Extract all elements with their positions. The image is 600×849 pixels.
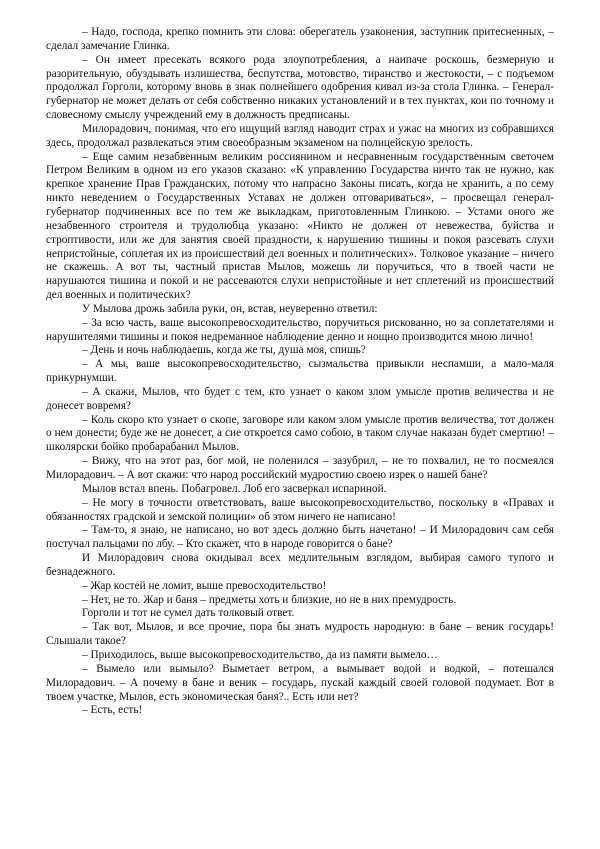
paragraph: – Вижу, что на этот раз, бог мой, не поленился – зазубрил, – не то похвалил, не то посмеялся Милорадович. – А вот скажи: что народ российский мудростию своею изрек о нашей бане? <box>46 455 554 481</box>
paragraph: – А скажи, Мылов, что будет с тем, кто узнает о каком злом умысле против величества и не донесет вовремя? <box>46 385 554 412</box>
paragraph: – За всю часть, ваше высокопревосходительство, поручиться рискованно, но за соплетателями и нарушителями тишины и покоя недреманное наблюдение денно и нощно производится мною лично! <box>46 316 554 343</box>
paragraph: – День и ночь наблюдаешь, когда же ты, душа моя, спишь? <box>82 344 366 357</box>
paragraph: – Есть, есть! <box>82 704 143 717</box>
paragraph: – Приходилось, выше высокопревосходительство, да из памяти вымело… <box>82 648 438 661</box>
paragraph: – Коль скоро кто узнает о скопе, заговоре или каком злом умысле против величества, тот должен о нем донести; буде же не донесет, а сие откроется само собою, в таком случае наказан будет смертию! – школярски бойко пробарабанил Мылов. <box>46 413 554 454</box>
paragraph: – Он имеет пресекать всякого рода злоупотребления, а наипаче роскошь, безмерную и разорительную, обуздывать излишества, беспутства, мотовство, тиранство и жестокости, – с подъемом продолжал Горголи, которому вновь в знак полнейшего одобрения кивал из-за стола Глинка. – Генерал-губернатор не может делать от себя собственно никаких установлений и в тех пунктах, кои по точному и словесному смыслу учреждений ему в должность предписаны. <box>46 53 554 122</box>
paragraph: – Так вот, Мылов, и все прочие, пора бы знать мудрость народную: в бане – веник государь! Слышали такое? <box>46 621 554 648</box>
paragraph: – Надо, господа, крепко помнить эти слова: оберегатель узаконения, заступник притесненных, – сделал замечание Глинка. <box>46 26 554 52</box>
paragraph: И Милорадович снова окидывал всех медлительным взглядом, выбирая самого тупого и безнадежного. <box>46 552 554 578</box>
paragraph: Мылов встал впень. Побагровел. Лоб его засверкал испариной. <box>82 482 387 495</box>
paragraph: – Жар костей не ломит, выше превосходительство! <box>82 579 327 592</box>
paragraph: – А мы, ваше высокопревосходительство, сызмальства привыкли неспамши, а мало-маля прикурнумши. <box>46 358 554 385</box>
paragraph: Милорадович, понимая, что его ищущий взгляд наводит страх и ужас на многих из собравшихся здесь, продолжал развлекаться этим своеобразным экзаменом на полицейскую зрелость. <box>46 122 554 149</box>
paragraph: – Вымело или вымыло? Выметает ветром, а вымывает водой и водкой, – потешался Милорадович. – А почему в бане и веник – государь, пускай каждый своей головой подумает. Вот в твоем участке, Мылов, есть экономическая баня?.. Есть или нет? <box>46 662 554 703</box>
paragraph: – Еще самим незабвенным великим россиянином и несравненным государственным светочем Петром Великим в одном из его указов сказано: «К управлению Государства ничто так не нужно, как крепкое хранение Прав Гражданских, потому что напрасно Законы писать, когда не хранить, а по сему никто неведением о Государственных Уставах не должен отговариваться», – просвещал генерал-губернатор подчиненных все по тем же выкладкам, приготовленным Глинкою. – Устами оного же незабвенного строителя и трудолюбца указано: «Никто не должен от невежества, буйства и строптивости, или же для занятия своей праздности, к нарушению тишины и покоя разсевать слухи непристойные, соплетая их из происшествий дел военных и политических». Толковое указание – ничего не скажешь. А вот ты, частный пристав Мылов, можешь ли поручиться, что в твоей части не нарушаются тишина и покой и не рассеваются слухи непристойные и нет сплетений из происшествий дел военных и политических? <box>46 150 554 302</box>
paragraph: – Не могу в точности ответствовать, ваше высокопревосходительство, поскольку в «Правах и обязанностях градской и земской полиции» об этом ничего не написано! <box>46 496 554 523</box>
paragraph: – Нет, не то. Жар и баня – предметы хоть и близкие, но не в них премудрость. <box>82 593 457 606</box>
paragraph: У Мылова дрожь забила руки, он, встав, неуверенно ответил: <box>82 302 378 315</box>
paragraph: – Там-то, я знаю, не написано, но вот здесь должно быть начетано! – И Милорадович сам себя постучал пальцами по лбу. – Кто скажет, что в народе говорится о бане? <box>46 524 554 551</box>
document-page <box>46 26 554 718</box>
paragraph: Горголи и тот не сумел дать толковый ответ. <box>82 607 295 620</box>
